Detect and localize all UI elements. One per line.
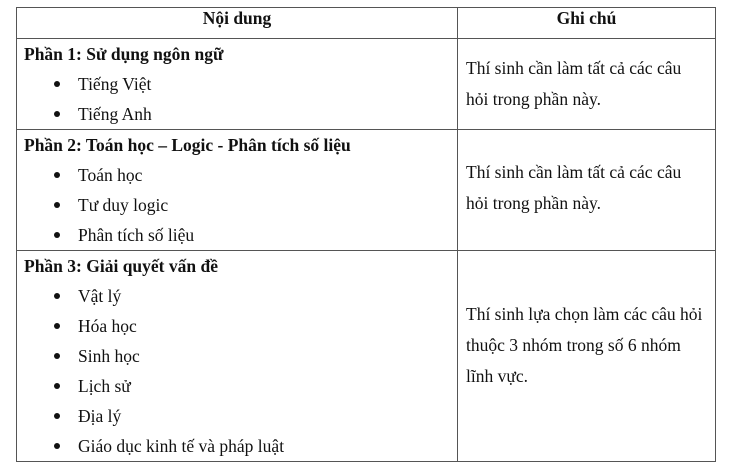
content-cell xyxy=(17,130,458,251)
note-text: Thí sinh lựa chọn làm các câu hỏi thuộc 3 nhóm trong số 6 nhóm lĩnh vực. xyxy=(466,304,703,386)
list-item: Tư duy logic xyxy=(17,190,457,220)
list-item: Lịch sử xyxy=(17,371,457,401)
list-item: Hóa học xyxy=(17,311,457,341)
header-content: Nội dung xyxy=(17,8,458,39)
item-list xyxy=(17,69,457,129)
list-item: Tiếng Việt xyxy=(17,69,457,99)
list-item: Vật lý xyxy=(17,281,457,311)
note-cell xyxy=(458,39,716,130)
section-title: Phần 2: Toán học – Logic - Phân tích số liệu xyxy=(24,135,351,155)
note-cell xyxy=(458,251,716,462)
table-header-row xyxy=(17,8,716,39)
list-item: Địa lý xyxy=(17,401,457,431)
list-item: Sinh học xyxy=(17,341,457,371)
list-item: Toán học xyxy=(17,160,457,190)
list-item: Phân tích số liệu xyxy=(17,220,457,250)
item-list xyxy=(17,281,457,461)
note-text: Thí sinh cần làm tất cả các câu hỏi trong phần này. xyxy=(466,162,682,213)
table-row xyxy=(17,130,716,251)
note-text: Thí sinh cần làm tất cả các câu hỏi trong phần này. xyxy=(466,58,682,109)
note-cell xyxy=(458,130,716,251)
content-cell xyxy=(17,39,458,130)
item-list xyxy=(17,160,457,250)
table-row xyxy=(17,39,716,130)
content-cell xyxy=(17,251,458,462)
section-title: Phần 3: Giải quyết vấn đề xyxy=(24,256,218,276)
section-title: Phần 1: Sử dụng ngôn ngữ xyxy=(24,44,224,64)
list-item: Giáo dục kinh tế và pháp luật xyxy=(17,431,457,461)
list-item: Tiếng Anh xyxy=(17,99,457,129)
exam-structure-table xyxy=(16,7,716,462)
header-note: Ghi chú xyxy=(458,8,716,39)
table-row xyxy=(17,251,716,462)
